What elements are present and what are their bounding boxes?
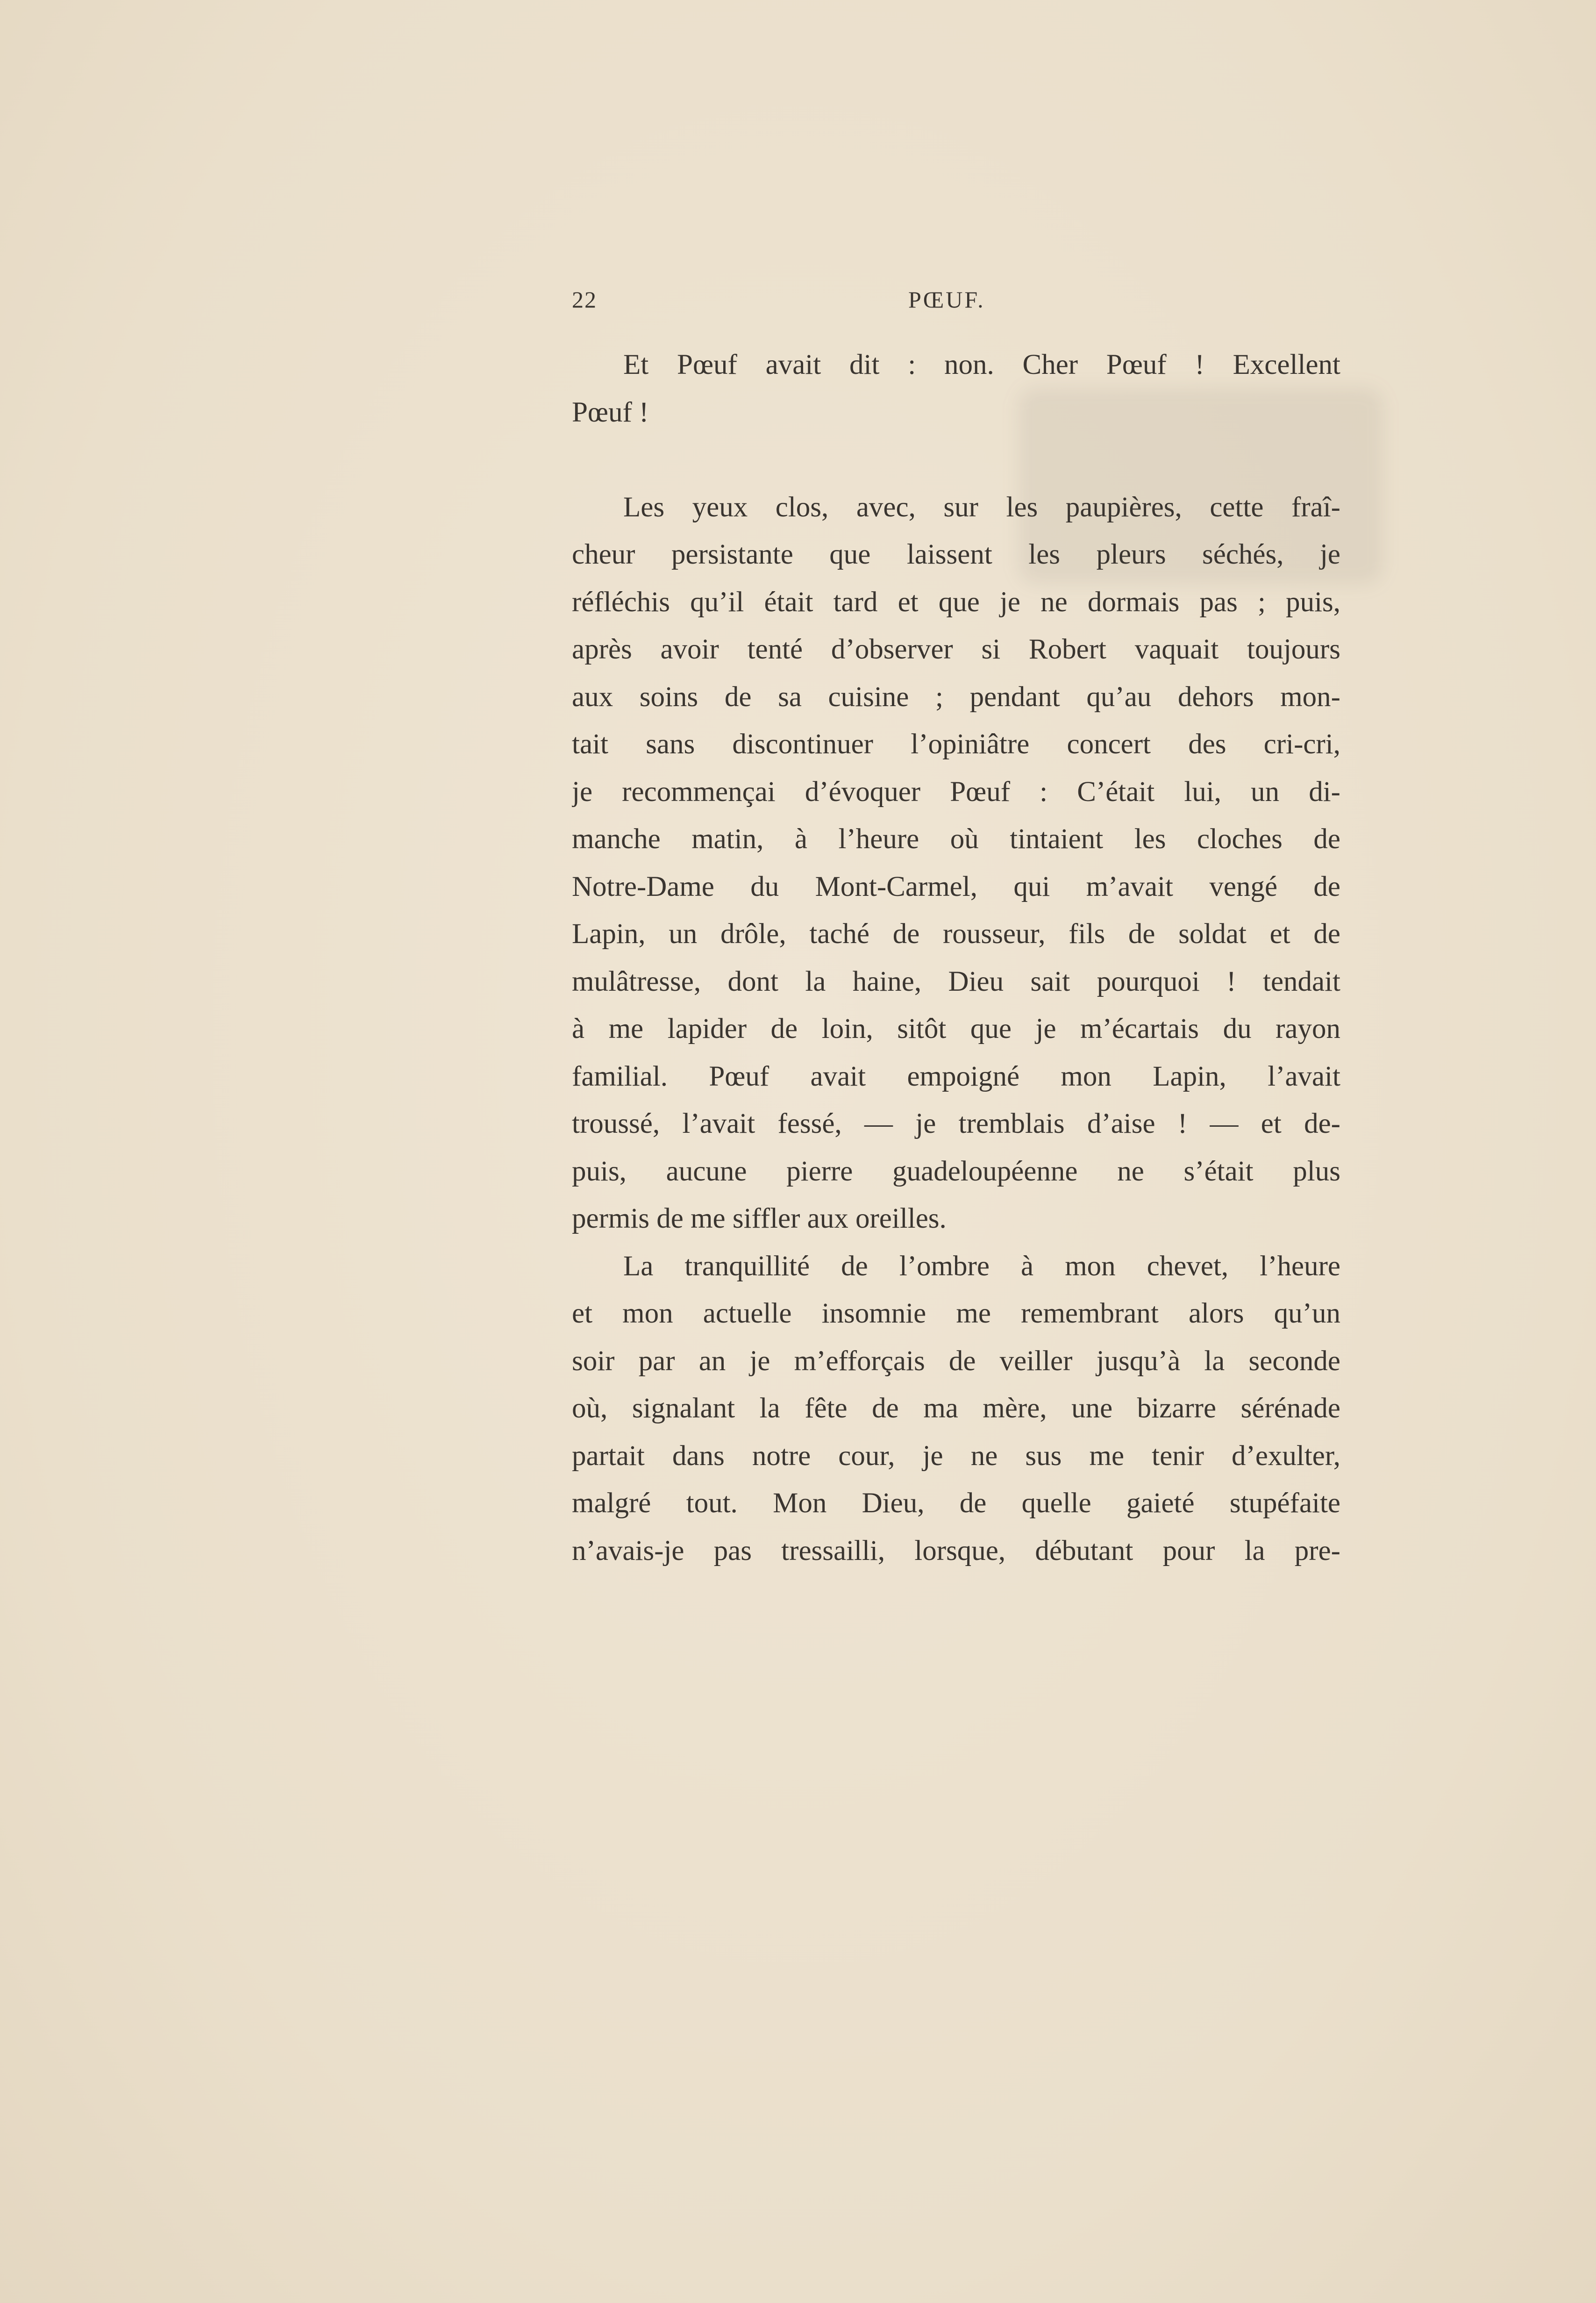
text-line: aux soins de sa cuisine ; pendant qu’au dehors mon- xyxy=(572,681,1340,713)
text-line: Lapin, un drôle, taché de rousseur, fils de soldat et de xyxy=(572,918,1340,950)
text-line: partait dans notre cour, je ne sus me tenir d’exulter, xyxy=(572,1440,1340,1472)
text-line: manche matin, à l’heure où tintaient les cloches de xyxy=(572,823,1340,855)
page-number: 22 xyxy=(572,286,597,313)
text-line: La tranquillité de l’ombre à mon chevet, l’heure xyxy=(623,1250,1340,1282)
text-line: tait sans discontinuer l’opiniâtre concert des cri-cri, xyxy=(572,729,1340,760)
text-line: Les yeux clos, avec, sur les paupières, cette fraî- xyxy=(623,491,1340,523)
text-line: et mon actuelle insomnie me remembrant alors qu’un xyxy=(572,1298,1340,1329)
text-line: mulâtresse, dont la haine, Dieu sait pourquoi ! tendait xyxy=(572,966,1340,997)
text-line: je recommençai d’évoquer Pœuf : C’était lui, un di- xyxy=(572,776,1340,808)
text-line: permis de me siffler aux oreilles. xyxy=(572,1203,947,1234)
body-text xyxy=(572,341,1340,1574)
text-line: après avoir tenté d’observer si Robert vaquait toujours xyxy=(572,634,1340,665)
text-line: soir par an je m’efforçais de veiller jusqu’à la seconde xyxy=(572,1345,1340,1377)
text-line: Pœuf ! xyxy=(572,396,649,428)
text-line: familial. Pœuf avait empoigné mon Lapin, l’avait xyxy=(572,1060,1340,1092)
text-line: Et Pœuf avait dit : non. Cher Pœuf ! Excellent xyxy=(623,349,1340,380)
running-head xyxy=(572,286,1340,323)
paragraph-gap xyxy=(572,436,1340,484)
text-line: malgré tout. Mon Dieu, de quelle gaieté stupéfaite xyxy=(572,1488,1340,1519)
text-line: cheur persistante que laissent les pleurs séchés, je xyxy=(572,539,1340,570)
text-line: à me lapider de loin, sitôt que je m’écartais du rayon xyxy=(572,1013,1340,1044)
running-title: PŒUF. xyxy=(908,286,985,313)
text-line: n’avais-je pas tressailli, lorsque, débutant pour la pre- xyxy=(572,1535,1340,1566)
text-line: troussé, l’avait fessé, — je tremblais d’aise ! — et de- xyxy=(572,1108,1340,1139)
text-line: Notre-Dame du Mont-Carmel, qui m’avait vengé de xyxy=(572,871,1340,902)
text-line: où, signalant la fête de ma mère, une bizarre sérénade xyxy=(572,1393,1340,1424)
text-line: puis, aucune pierre guadeloupéenne ne s’était plus xyxy=(572,1155,1340,1187)
text-line: réfléchis qu’il était tard et que je ne dormais pas ; puis, xyxy=(572,586,1340,618)
